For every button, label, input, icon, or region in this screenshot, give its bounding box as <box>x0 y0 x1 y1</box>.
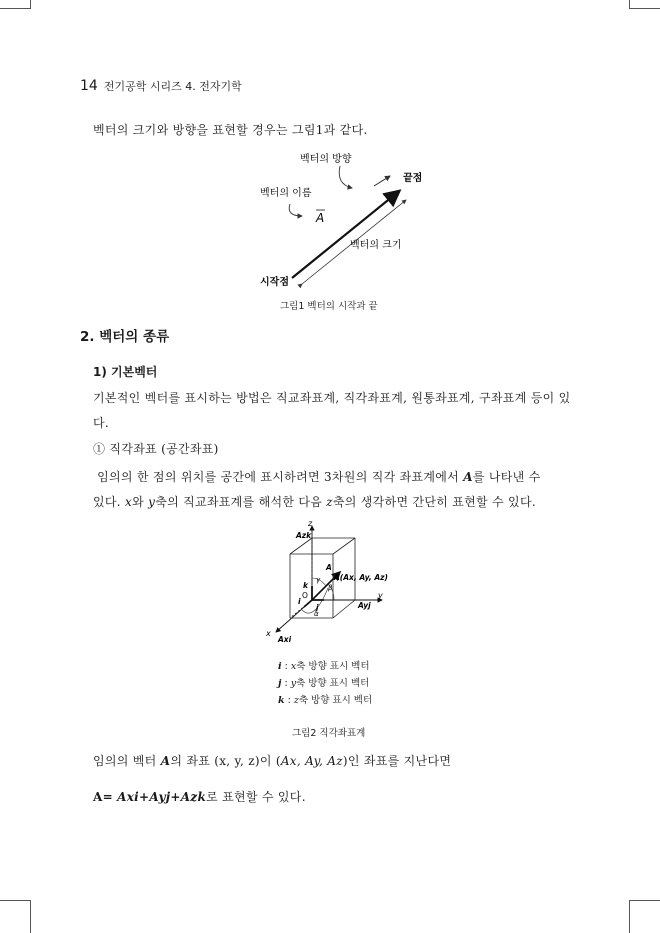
figure-2-caption: 그림2 직각좌표계 <box>292 728 366 739</box>
basic-vector-text: 기본적인 벡터를 표시하는 방법은 직교좌표계, 직각좌표계, 원통좌표계, 구좌표계 등이 있다. <box>93 391 571 430</box>
label-unit-k: k <box>303 581 308 590</box>
unit-vector-i <box>304 600 312 607</box>
legend-text: 축 방향 표시 벡터 <box>296 661 370 672</box>
cartesian-line2-mid2: 축의 직교좌표계를 해석한 다음 <box>155 495 327 509</box>
label-Azk: Azk <box>296 531 312 540</box>
figure-2-cartesian-diagram <box>262 518 402 644</box>
subsection-1-title: 1) 기본벡터 <box>93 365 158 379</box>
label-Axi: Axi <box>278 635 292 644</box>
crop-mark-top-left-h <box>0 8 30 9</box>
x-symbol: x <box>125 495 133 509</box>
cartesian-line2-pre: 있다. <box>93 495 126 509</box>
crop-mark-bottom-left-h <box>0 900 30 901</box>
z-symbol: z <box>326 495 333 509</box>
legend-row: i : x축 방향 표시 벡터 <box>278 661 370 672</box>
item-1-title <box>93 437 573 462</box>
expression-paragraph <box>93 785 573 810</box>
crop-mark-top-right-v <box>629 0 630 9</box>
crop-mark-bottom-right-v <box>629 900 630 933</box>
legend-axis-x: x <box>290 661 297 672</box>
legend-row: k : z축 방향 표시 벡터 <box>278 695 373 706</box>
label-beta: β <box>328 584 333 592</box>
axis-label-y: y <box>378 591 383 600</box>
crop-mark-top-left-v <box>30 0 31 9</box>
figure-1-vector-diagram <box>240 148 430 298</box>
label-origin: O <box>302 591 308 600</box>
cartesian-paragraph <box>93 465 573 515</box>
axis-label-x: x <box>266 629 271 638</box>
figure-2-legend <box>278 658 372 709</box>
cartesian-line-1 <box>93 465 573 490</box>
expr-rhs: Axi+Ayj+Azk <box>117 790 207 804</box>
basic-vector-paragraph <box>93 386 573 436</box>
direction-pointer-curve <box>339 166 352 188</box>
section-2-title: 2. 벡터의 종류 <box>80 329 170 345</box>
legend-vec-k: k <box>278 695 285 706</box>
legend-text: 축 방향 표시 벡터 <box>298 695 373 706</box>
cartesian-line-2 <box>93 490 573 515</box>
crop-mark-bottom-right-h <box>630 900 660 901</box>
intro-paragraph <box>93 118 573 143</box>
axis-label-z: z <box>308 519 313 528</box>
cartesian-line2-mid1: 와 <box>132 495 149 509</box>
series-title: 전기공학 시리즈 4. 전자기학 <box>103 80 242 93</box>
coord-pre: 임의의 벡터 <box>93 754 161 768</box>
coord-mid: 의 좌표 (x, y, z)이 ( <box>170 754 281 768</box>
label-vector-name: 벡터의 이름 <box>260 188 312 199</box>
legend-vec-j: j <box>278 678 282 689</box>
coord-components: Ax, Ay, Az <box>280 754 343 768</box>
vector-A-symbol: A <box>463 470 473 484</box>
legend-vec-i: i <box>278 661 282 672</box>
label-unit-j: j <box>316 603 319 612</box>
main-vector-arrow <box>292 192 398 278</box>
label-point-A: A(Ax, Ay, Az) <box>334 573 388 582</box>
coord-post: )인 좌표를 지난다면 <box>342 754 452 768</box>
cartesian-line1-post: 를 나타낸 수 <box>472 470 541 484</box>
intro-text: 벡터의 크기와 방향을 표현할 경우는 그림1과 같다. <box>93 123 368 137</box>
label-vector-symbol: A <box>316 211 325 225</box>
page-number: 14 <box>80 78 98 94</box>
expr-lhs: A= <box>93 790 113 804</box>
figure-1-caption: 그림1 벡터의 시작과 끝 <box>280 301 378 312</box>
legend-text: 축 방향 표시 벡터 <box>296 678 370 689</box>
direction-arrow <box>374 176 390 186</box>
y-symbol: y <box>148 495 156 509</box>
running-header <box>80 78 242 94</box>
label-direction: 벡터의 방향 <box>300 154 352 165</box>
cartesian-line2-post: 축의 생각하면 간단히 표현할 수 있다. <box>332 495 536 509</box>
legend-axis-y: y <box>290 678 297 689</box>
item-1-title-text: ① 직각좌표 (공간좌표) <box>93 442 219 456</box>
label-magnitude: 벡터의 크기 <box>350 240 402 251</box>
cartesian-line1-pre: 임의의 한 점의 위치를 공간에 표시하려면 3차원의 직각 좌표계에서 <box>97 470 464 484</box>
crop-mark-bottom-left-v <box>30 900 31 933</box>
label-gamma: γ <box>316 576 321 584</box>
legend-axis-z: z <box>293 695 299 706</box>
name-pointer-curve <box>289 204 302 216</box>
label-A: A <box>326 563 332 572</box>
label-start-point: 시작점 <box>260 277 289 288</box>
label-alpha: α <box>314 610 319 618</box>
expr-post: 로 표현할 수 있다. <box>206 790 306 804</box>
vector-A-symbol: A <box>160 754 171 768</box>
legend-row: j : y축 방향 표시 벡터 <box>278 678 370 689</box>
crop-mark-top-right-h <box>630 8 660 9</box>
coordinate-paragraph <box>93 749 573 774</box>
label-Ayj: Ayj <box>358 601 371 610</box>
label-unit-i: i <box>298 597 301 606</box>
label-end-point: 끝점 <box>403 173 423 184</box>
